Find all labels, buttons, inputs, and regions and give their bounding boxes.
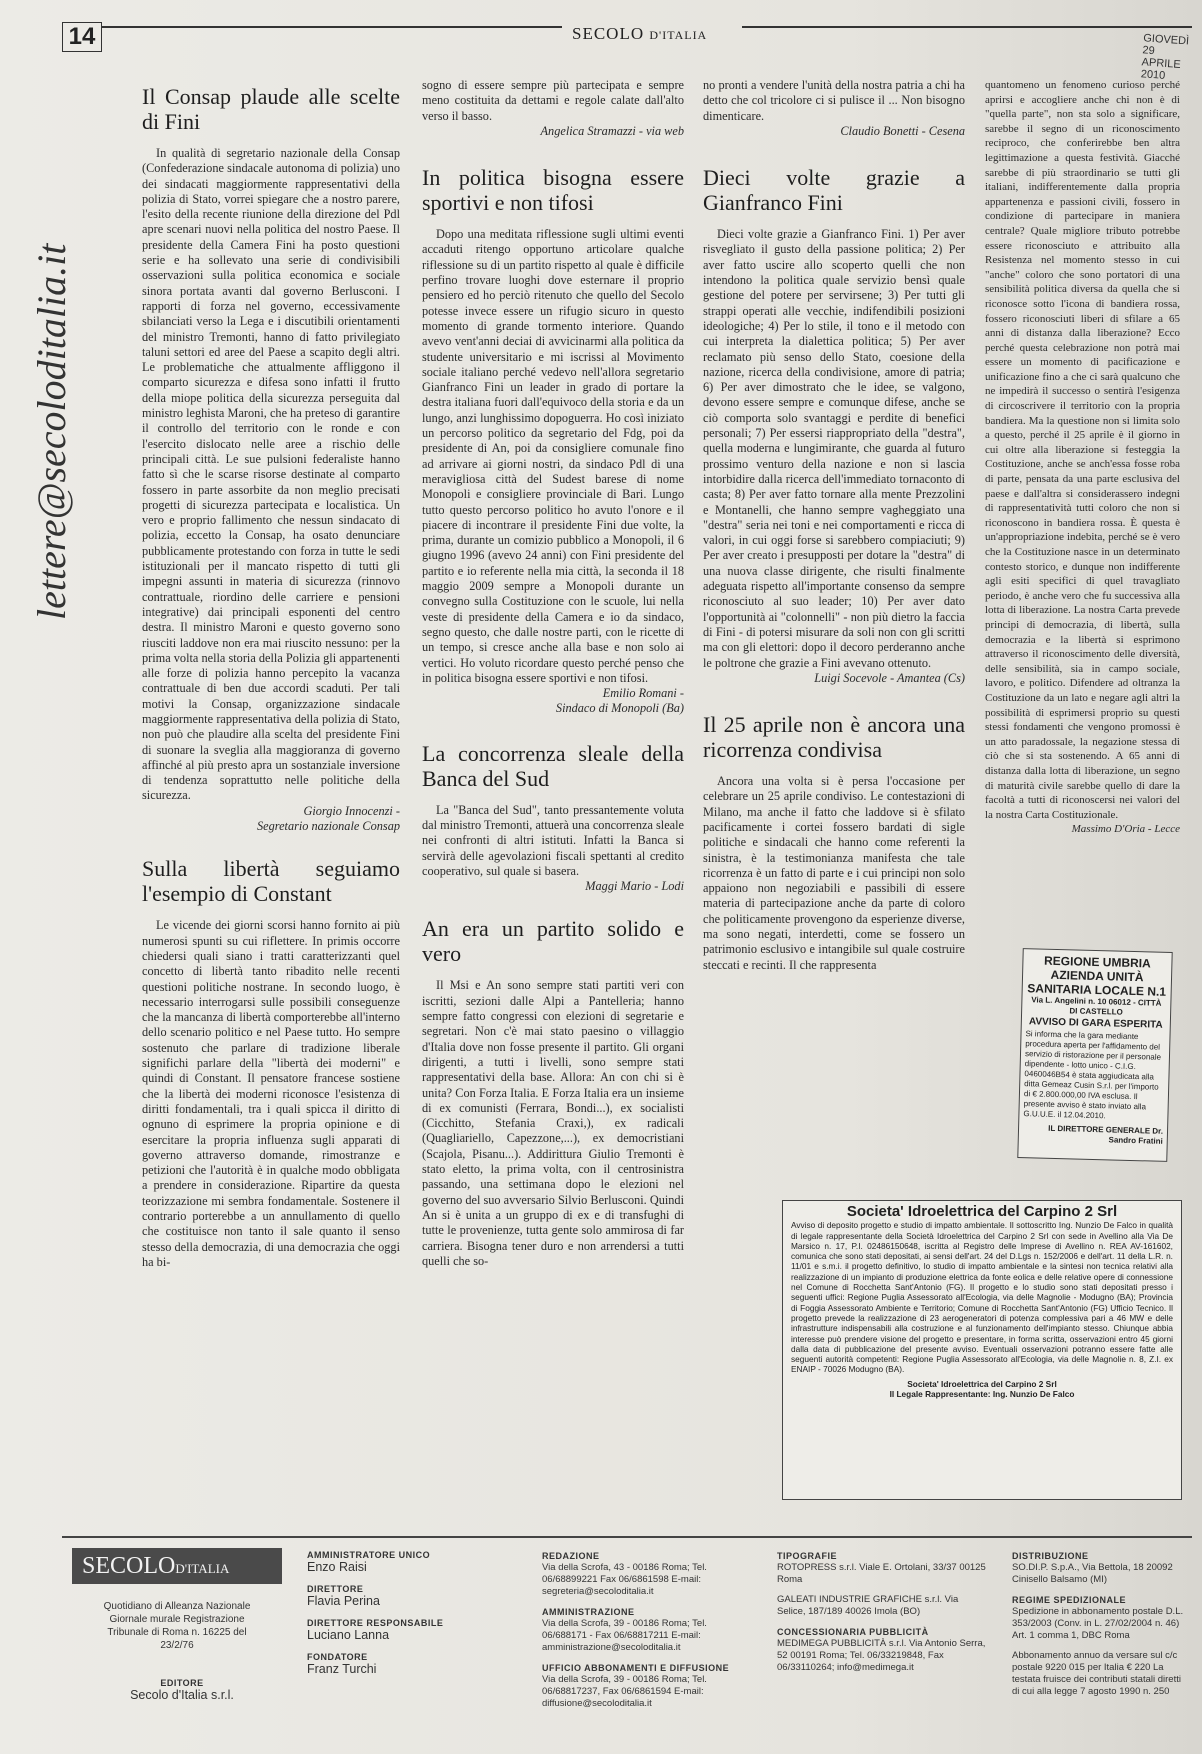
column-3 bbox=[703, 78, 965, 973]
footer-staff: AMMINISTRATORE UNICO Enzo Raisi DIRETTORE Flavia Perina DIRETTORE RESPONSABILE Luciano Lanna FONDATORE Franz Turchi bbox=[307, 1550, 444, 1676]
notice-subtitle: AVVISO DI GARA ESPERITA bbox=[1028, 1016, 1163, 1031]
article-signature: Emilio Romani - bbox=[602, 686, 684, 701]
article-signature-role: Sindaco di Monopoli (Ba) bbox=[555, 701, 684, 716]
column-1 bbox=[142, 78, 400, 1270]
article-title: Il Consap plaude alle scelte di Fini bbox=[142, 84, 400, 134]
carpino-project-notice bbox=[782, 1200, 1182, 1500]
article-signature-role: Segretario nazionale Consap bbox=[256, 819, 400, 834]
footer-publisher: EDITORE Secolo d'Italia s.r.l. bbox=[130, 1678, 234, 1702]
article-title: In politica bisogna essere sportivi e non tifosi bbox=[422, 165, 684, 216]
column-2 bbox=[422, 78, 684, 1269]
column-4 bbox=[985, 78, 1180, 837]
article-title: Sulla libertà seguiamo l'esempio di Constant bbox=[142, 856, 400, 907]
notice-company: Societa' Idroelettrica del Carpino 2 Srl bbox=[907, 1378, 1057, 1389]
letters-email[interactable]: lettere@secoloditalia.it bbox=[29, 243, 74, 620]
article-title: Il 25 aprile non è ancora una ricorrenza condivisa bbox=[703, 712, 965, 763]
article-title: An era un partito solido e vero bbox=[422, 916, 684, 967]
header-rule-right bbox=[742, 26, 1192, 28]
footer-logo: SECOLOD'ITALIA bbox=[72, 1548, 282, 1584]
footer-description: Quotidiano di Alleanza Nazionale Giornale murale Registrazione Tribunale di Roma n. 16225 del 23/2/76 bbox=[103, 1601, 251, 1651]
article-body: In qualità di segretario nazionale della Consap (Confederazione sindacale autonoma di polizia) uno dei sindacati maggiormente rappresentativi della polizia di Stato, vorrei spiegare che a nostro parere, l'esito della recente riunione della direzione del Pdl apre scenari nuovi nella politica del nostro Paese. Il presidente della Camera Fini ha posto questioni serie e ha sollevato una serie di condivisibili osservazioni sulla politica economica e sociale sinora portata avanti dal governo Berlusconi. I rapporti di forza nel governo, eccessivamente sbilanciati verso la Lega e i discutibili orientamenti del ministro Tremonti, hanno di fatto privilegiato taluni settori ed aree del Paese a scapito degli altri. Le problematiche che attualmente affliggono il comparto sicurezza e difesa sono infatti il frutto della miope politica della sicurezza perseguita dal ministro leghista Maroni, che ha preteso di garantire il controllo del territorio con le ronde e con l'esercito dislocato nelle aree a rischio delle principali città. Le sue pulsioni federaliste hanno fatto sì che le scarse risorse destinate al comparto fossero in parte assorbite da non meglio precisati progetti di sicurezza partecipata e localistica. Un vero e proprio fallimento che nessun sindacato di polizia, eccetto la Consap, ha osato denunciare pubblicamente protestando con forza in tutte le sedi istituzionali per il mancato rispetto di tutti gli impegni assunti in materia di sicurezza (rinnovo contrattuale, riordino delle carriere e pensioni integrative) dai principali esponenti del centro destra. Il ministro Maroni e questo governo sono riusciti laddove non era mai riuscito nessuno: per la prima volta nella storia della Polizia gli appartenenti alle forze di polizia hanno percepito la vacanza contrattuale di ben due accordi scaduti. Per tali motivi la Consap, organizzazione sindacale maggiormente rappresentativa della polizia di Stato, non può che plaudire alla scelta del presidente Fini di suonare la sveglia alla maggioranza di governo affinché al più presto apra un sostanziale inversione di tendenza soprattutto nelle politiche della sicurezza. bbox=[142, 146, 400, 803]
page-header bbox=[62, 20, 1192, 82]
article-body-continued: quantomeno un fenomeno curioso perché aprirsi e accogliere anche chi non è di "quella parte", non sta solo a significare, sarebbe il segno di un riconoscimento reciproco, che conferirebbe ben altra legittimazione a questa festività. Giacché sarebbe di più straordinario se tutti gli italiani, indifferentemente dalla propria appartenenza e passioni civili, fossero in condizione di partecipare in maniera centrale? Quale migliore tributo potrebbe essere riconosciuto e attribuito alla Resistenza nel momento stesso in cui "anche" coloro che sono portatori di una sensibilità politica diversa da quella che si riconosce sotto l'icona di bandiera rossa, fossero riconosciuti liberi di sfilare a 65 anni di distanza dalla liberazione? Ecco perché questa celebrazione non potrà mai essere un momento di pacificazione e unificazione fino a che ci sarà qualcuno che ne impedirà il successo o sentirà l'esigenza di circoscrivere il territorio con la propria bandiera. Ma la questione non si limita solo a questo, perché il 25 aprile è il giorno in cui oltre alla liberazione si festeggia la Costituzione, anche se anch'essa fosse roba di parte, pensata da una parte esclusiva del paese e dall'altra si considerassero indegni di rappresentatività tutti coloro che non si riconoscono in bandiera rossa. È questa è un'appropriazione indebita, perché se è vero che la Costituzione nasce in un determinato contesto storico, e dunque non indifferente agli esiti specifici di quel travagliato periodo, è anche vero che fu successiva alla lotta di liberazione. La nostra Carta prevede principi di democrazia, di libertà, sulla democrazia e la libertà si esprimono attraverso il riconoscimento delle diversità, delle sensibilità, sia in campo sociale, lavoro, e politico. Difendere ad oltranza la Costituzione da un lato e negare agli altri la possibilità di esprimersi proprio su questi stessi fondamenti che vengono promossi è un atto paradossale, la negazione stessa di ciò che si sta sostenendo. A 65 anni di distanza dalla lotta di liberazione, un segno di maturità civile sarebbe quello di dare la facoltà a tutti di riconoscersi nei valori del la nostra Carta Costituzionale. bbox=[985, 79, 1180, 821]
issue-date: GIOVEDÌ 29 APRILE 2010 bbox=[1140, 32, 1190, 82]
notice-signer: IL DIRETTORE GENERALE Dr. Sandro Fratini bbox=[1048, 1123, 1164, 1146]
article-title: Dieci volte grazie a Gianfranco Fini bbox=[703, 165, 965, 216]
colophon bbox=[62, 1536, 1192, 1738]
notice-body: Si informa che la gara mediante procedura aperta per l'affidamento del servizio di ristorazione per il personale dipendente - lotto unico - C.I.G. 0460046B54 è stata aggiudicata alla ditta Gemeaz Cusin S.r.l. per l'importo di € 2.800.000,00 IVA esclusa. Il presente avviso è stato inviato alla G.U.U.E. il 12.04.2010. bbox=[1023, 1029, 1162, 1121]
article-signature: Claudio Bonetti - Cesena bbox=[840, 123, 965, 138]
article-body: Ancora una volta si è persa l'occasione per celebrare un 25 aprile condiviso. Le contestazioni di Milano, ma anche il fatto che laddove si è sfilato pacificamente i cortei fossero bardati di sigle politiche e sindacali che hanno come referenti la sinistra, è la testimonianza manifesta che tale ricorrenza è un fatto di parte e i cui principi non solo appaiono non negoziabili e passibili di essere materia di partecipazione anche da parte di coloro che politicamente provengono da esperienze diverse, ma sono negati, interdetti, come se fossero un patrimonio esclusivo e intangibile sul quale costruire steccati e recinti. Il che rappresenta bbox=[703, 774, 965, 972]
page-number: 14 bbox=[62, 22, 102, 52]
article-signature: Angelica Stramazzi - via web bbox=[540, 123, 684, 138]
article-body-continued: sogno di essere sempre più partecipata e sempre meno costituita da dettami e regole calate dall'alto verso il basso. bbox=[422, 78, 684, 123]
article-signature: Massimo D'Oria - Lecce bbox=[1071, 823, 1180, 836]
footer-offices: REDAZIONE Via della Scrofa, 43 - 00186 Roma; Tel. 06/68899221 Fax 06/6861598 E-mail: segreteria@secoloditalia.it AMMINISTRAZIONE Via della Scrofa, 39 - 00186 Roma; Tel. 06/688171 - Fax 06/68817211 E-mail: amministrazione@secoloditalia.it UFFICIO ABBONAMENTI E DIFFUSIONE Via della Scrofa, 39 - 00186 Roma; Tel. 06/68817237, Fax 06/6861594 E-mail: diffusione@secoloditalia.it bbox=[542, 1551, 730, 1709]
article-signature: Maggi Mario - Lodi bbox=[585, 879, 684, 894]
notice-body: Avviso di deposito progetto e studio di impatto ambientale. Il sottoscritto Ing. Nunzio De Falco in qualità di legale rappresentante della Società Idroelettrica del Carpino 2 Srl con sede in Avellino alla Via De Marsico n. 17, P.I. 02486150648, iscritta al Registro delle Imprese di Avellino n. REA AV-161602, comunica che sono stati depositati, ai sensi dell'art. 24 del D.Lgs n. 152/2006 e dell'art. 11 della L.R. n. 11/01 e s.m.i. il progetto definitivo, lo studio di impatto ambientale e la sintesi non tecnica relativi alla realizzazione di un impianto di produzione elettrica da fonte eolica e delle relative opere di connessione nel Comune di Rocchetta Sant'Antonio (FG). Il progetto e lo studio sono stati depositati presso i seguenti uffici: Regione Puglia Assessorato all'Ecologia, via delle Magnolie - Modugno (BA); Provincia di Foggia Assessorato Ambiente e Territorio; Comune di Rocchetta Sant'Antonio (FG) Ufficio Tecnico. Il progetto prevede la realizzazione di 23 aerogeneratori di potenza complessiva pari a 46 MW e delle infrastrutture indispensabili alla costruzione e al funzionamento dell'impianto stesso. Chiunque abbia interesse può prendere visione del progetto e presentare, in forma scritta, osservazioni entro 45 giorni dalla data di pubblicazione del presente avviso. Eventuali osservazioni potranno essere fatte alle seguenti autorità competenti: Regione Puglia Assessorato all'Ecologia, via delle Magnolie n. 8, Z.I. ex ENAIP - 70026 Modugno (BA). bbox=[791, 1220, 1173, 1375]
notice-title: REGIONE UMBRIA AZIENDA UNITÀ SANITARIA LOCALE N.1 bbox=[1027, 953, 1167, 999]
article-body: Le vicende dei giorni scorsi hanno fornito ai più numerosi spunti su cui riflettere. In primis occorre chiedersi quali siano i tratti caratterizzanti quel concetto di libertà tanto ribadito nelle recenti questioni politiche nostrane. In secondo luogo, è necessario interrogarsi sulle possibili conseguenze che la mancanza di libertà comporterebbe all'interno dello scenario politico e nel Paese tutto. Ho sempre sostenuto che parlare di tradizione liberale significhi parlare della "libertà dei moderni" e quindi di Constant. Il pensatore francese sostiene che la libertà dei moderni riconosce l'esistenza di diritti fondamentali, tra i quali spicca il diritto di ognuno di esprimere la propria opinione e di esercitare la propria influenza sugli apparati di governo attraverso domande, rimostranze e petizioni che l'autorità è in qualche modo obbligata a prendere in considerazione. Ripartire da questa teorizzazione mi sembra fondamentale. Sostenere il contrario porterebbe a un annullamento di quello che costituisce non tanto il sale quanto il senso stesso della democrazia, di una democrazia che oggi ha bi- bbox=[142, 918, 400, 1269]
article-title: La concorrenza sleale della Banca del Sud bbox=[422, 740, 684, 791]
notice-representative: Il Legale Rappresentante: Ing. Nunzio De Falco bbox=[889, 1389, 1075, 1400]
article-body-continued: no pronti a vendere l'unità della nostra patria a chi ha detto che col tricolore ci si pulisce il ... Non bisogno dimenticare. bbox=[703, 78, 965, 123]
article-body: La "Banca del Sud", tanto pressantemente voluta dal ministro Tremonti, attuerà una concorrenza sleale nei confronti di altri istituti. Infatti la Banca si servirà delle agevolazioni fiscali spettanti al credito cooperativo, sul quale si basera. bbox=[422, 802, 684, 878]
masthead: SECOLO D'ITALIA bbox=[572, 24, 708, 43]
article-signature: Luigi Socevole - Amantea (Cs) bbox=[814, 670, 965, 685]
article-signature: Giorgio Innocenzi - bbox=[303, 803, 400, 818]
article-body: Dopo una meditata riflessione sugli ultimi eventi accaduti ritengo opportuno articolare qualche riflessione su di un partito rispetto al quale è difficile perfino trovare luoghi dove esternare il proprio pensiero ed ho perciò ritenuto che quello del Secolo potesse invece essere un rifugio sicuro in questo momento di grande tormento interiore. Quando avevo vent'anni deciai di avvicinarmi alla politica da studente universitario e mi iscrissi al Movimento sociale italiano perché vedevo nell'allora segretario Gianfranco Fini un leader in grado di portare la destra italiana fuori dall'equivoco della storia e da un lungo, anzi lunghissimo dopoguerra. Ho così iniziato un percorso politico da segretario del Fdg, poi da presidente di An, poi da consigliere comunale fino ad arrivare ai giorni nostri, da sindaco Pdl di una meravigliosa città del Sudest barese di nome Monopoli e consigliere provinciale di Bari. Lungo tutto questo percorso politico ho avuto l'onore e il piacere di incontrare il presidente Fini due volte, la prima, durante un comizio pubblico a Monopoli, il 6 giugno 1996 (avevo 24 anni) con Fini presidente del partito e io referente nella mia città, la seconda il 18 maggio 2009 sempre a Monopoli durante un convegno sulla Costituzione con le scuole, lui nella veste di presidente della Camera e io da sindaco, segno questo, che dalle nostre parti, con le ricette di un tempo, si cresce anche alla base e non solo ai vertici. Ho voluto ricordare questo perché penso che in politica bisogna essere sportivi e non tifosi. bbox=[422, 227, 684, 685]
footer-distribution: DISTRIBUZIONE SO.DI.P. S.p.A., Via Bettola, 18 20092 Cinisello Balsamo (MI) REGIME SPEDIZIONALE Spedizione in abbonamento postale D.L. 353/2003 (Conv. in L. 27/02/2004 n. 46) Art. 1 comma 1, DBC Roma Abbonamento annuo da versare sul c/c postale 9220 015 per Italia € 220 La testata fruisce dei contributi statali diretti di cui alla legge 7 agosto 1990 n. 250 bbox=[1012, 1551, 1184, 1697]
umbria-tender-notice bbox=[1017, 948, 1172, 1162]
footer-printers: TIPOGRAFIE ROTOPRESS s.r.l. Viale E. Ortolani, 33/37 00125 Roma GALEATI INDUSTRIE GRAFICHE s.r.l. Via Selice, 187/189 40026 Imola (BO) CONCESSIONARIA PUBBLICITÀ MEDIMEGA PUBBLICITÀ s.r.l. Via Antonio Serra, 52 00191 Roma; Tel. 06/33219848, Fax 06/33110264; info@medimega.it bbox=[777, 1551, 986, 1673]
header-rule-left bbox=[102, 26, 562, 28]
notice-address: Via L. Angelini n. 10 06012 - CITTÀ DI CASTELLO bbox=[1031, 995, 1162, 1017]
notice-title: Societa' Idroelettrica del Carpino 2 Srl bbox=[846, 1203, 1118, 1220]
article-body: Dieci volte grazie a Gianfranco Fini. 1) Per aver risvegliato il gusto della passione politica; 2) Per aver fatto uscire allo scoperto quelli che non intendono la politica quale servizio bensì quale gestione del potere per servirsene; 3) Per tutti gli strappi operati alle vecchie, indifendibili posizioni ideologiche; 4) Per lo stile, il tono e il metodo con cui interpreta la dialettica politica; 5) Per aver reclamato più senso dello Stato, coesione della nazione, ricerca della condivisione, amore di patria; 6) Per aver dimostrato che le idee, se valgono, devono essere sempre e comunque difese, anche se ciò comporta solo svantaggi e perdite di benefici personali; 7) Per essersi riappropriato della "destra", quella moderna e lungimirante, che guarda al futuro prossimo venturo della nazione e non si lascia intorbidire dalla ricerca dell'immediato tornaconto di casta; 8) Per aver fatto tornare alla mente Prezzolini e Montanelli, che hanno sempre vagheggiato una "destra" seria nei toni e nei comportamenti e ricca di valori, in cui oggi forse si sarebbero compiaciuti; 9) Per aver creato i presupposti per dotare la "destra" di una nuova classe dirigente, che risulti finalmente adeguata rispetto all'importante consenso da sempre riconosciuto al suo leader; 10) Per aver dato l'opportunità ai "colonnelli" - non più dietro la faccia di Fini - di potersi misurare da soli non con gli scritti ma con gli elettori: dopo il decoro perderanno anche le poltrone che grazie a Fini avevano ottenuto. bbox=[703, 227, 965, 670]
article-body: Il Msi e An sono sempre stati partiti veri con iscritti, sezioni dalle Alpi a Pantelleria; hanno sempre fatto congressi con elezioni di segretarie e segretari. Non c'è mai stato paesino o villaggio d'Italia dove non fosse presente il partito. Gli organi dirigenti, a tutti i livelli, sono sempre stati rappresentativi della base. Allora: An con chi si è unita? Con Forza Italia. E Forza Italia era un insieme di ex comunisti (Ferrara, Bondi...), ex socialisti (Cicchitto, Stefania Craxi,), ex radicali (Quagliariello, Capezzone,...), ex democristiani (Scajola, Pisanu...). Addirittura Giulio Tremonti è stato eletto, la prima volta, con il centrosinistra passando, una settimana dopo le elezioni nel governo del suo avversario Silvio Berlusconi. Quindi An si è unita a un gruppo di ex e di transfughi di tutte le provenienze, tutta gente solo ammirosa di far carriera. Bisogna tener duro e non arrendersi a tutti quelli che so- bbox=[422, 978, 684, 1268]
